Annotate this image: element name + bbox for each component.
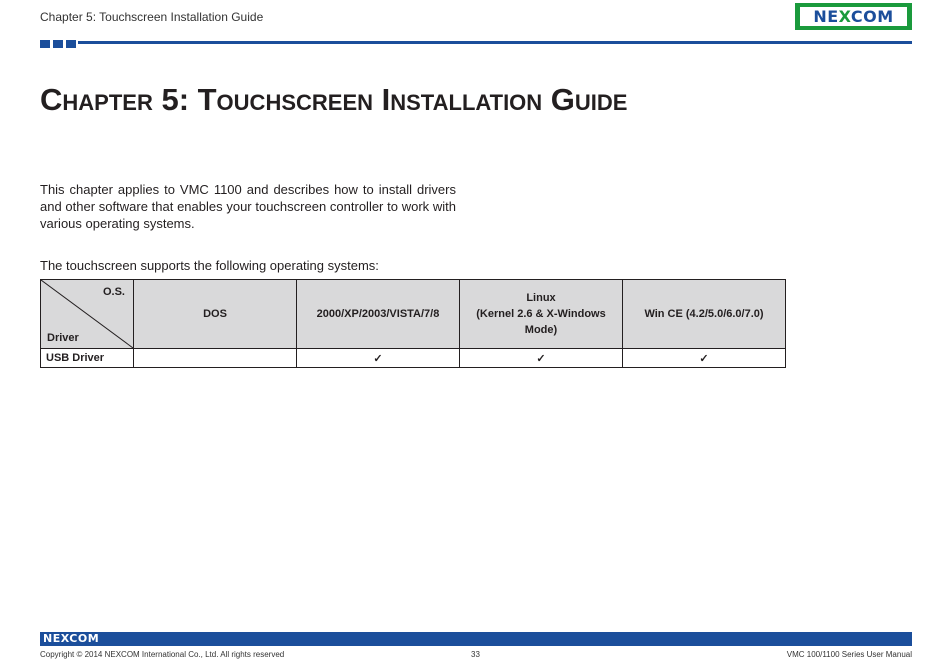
col-wince: Win CE (4.2/5.0/6.0/7.0) [623,280,786,349]
cell-dos [134,349,297,368]
header-square-3 [66,40,76,48]
chapter-title: Chapter 5: Touchscreen Installation Guide [40,82,628,117]
driver-corner-label: Driver [47,332,79,344]
header-rule [78,41,912,44]
col-windows: 2000/XP/2003/VISTA/7/8 [297,280,460,349]
nexcom-logo: NEXCOM [795,3,912,30]
header-square-1 [40,40,50,48]
os-support-lead: The touchscreen supports the following operating systems: [40,258,379,273]
page-number: 33 [471,650,480,659]
driver-name-cell: USB Driver [41,349,134,368]
cell-wince-check: ✓ [623,349,786,368]
footer-bar [40,632,912,646]
corner-cell [41,280,134,349]
col-linux: Linux (Kernel 2.6 & X-Windows Mode) [460,280,623,349]
header-square-2 [53,40,63,48]
copyright: Copyright © 2014 NEXCOM International Co., Ltd. All rights reserved [40,650,285,659]
col-dos: DOS [134,280,297,349]
cell-linux-check: ✓ [460,349,623,368]
os-corner-label: O.S. [102,286,125,298]
running-header: Chapter 5: Touchscreen Installation Guide [40,10,264,24]
footer-logo: NEXCOM [43,632,100,645]
manual-title: VMC 100/1100 Series User Manual [786,650,912,659]
table-row [41,349,786,368]
os-support-table [40,279,786,368]
intro-paragraph: This chapter applies to VMC 1100 and describes how to install drivers and other software that enables your touchscreen controller to work with various operating systems. [40,182,456,231]
cell-windows-check: ✓ [297,349,460,368]
table-header-row [41,280,786,349]
